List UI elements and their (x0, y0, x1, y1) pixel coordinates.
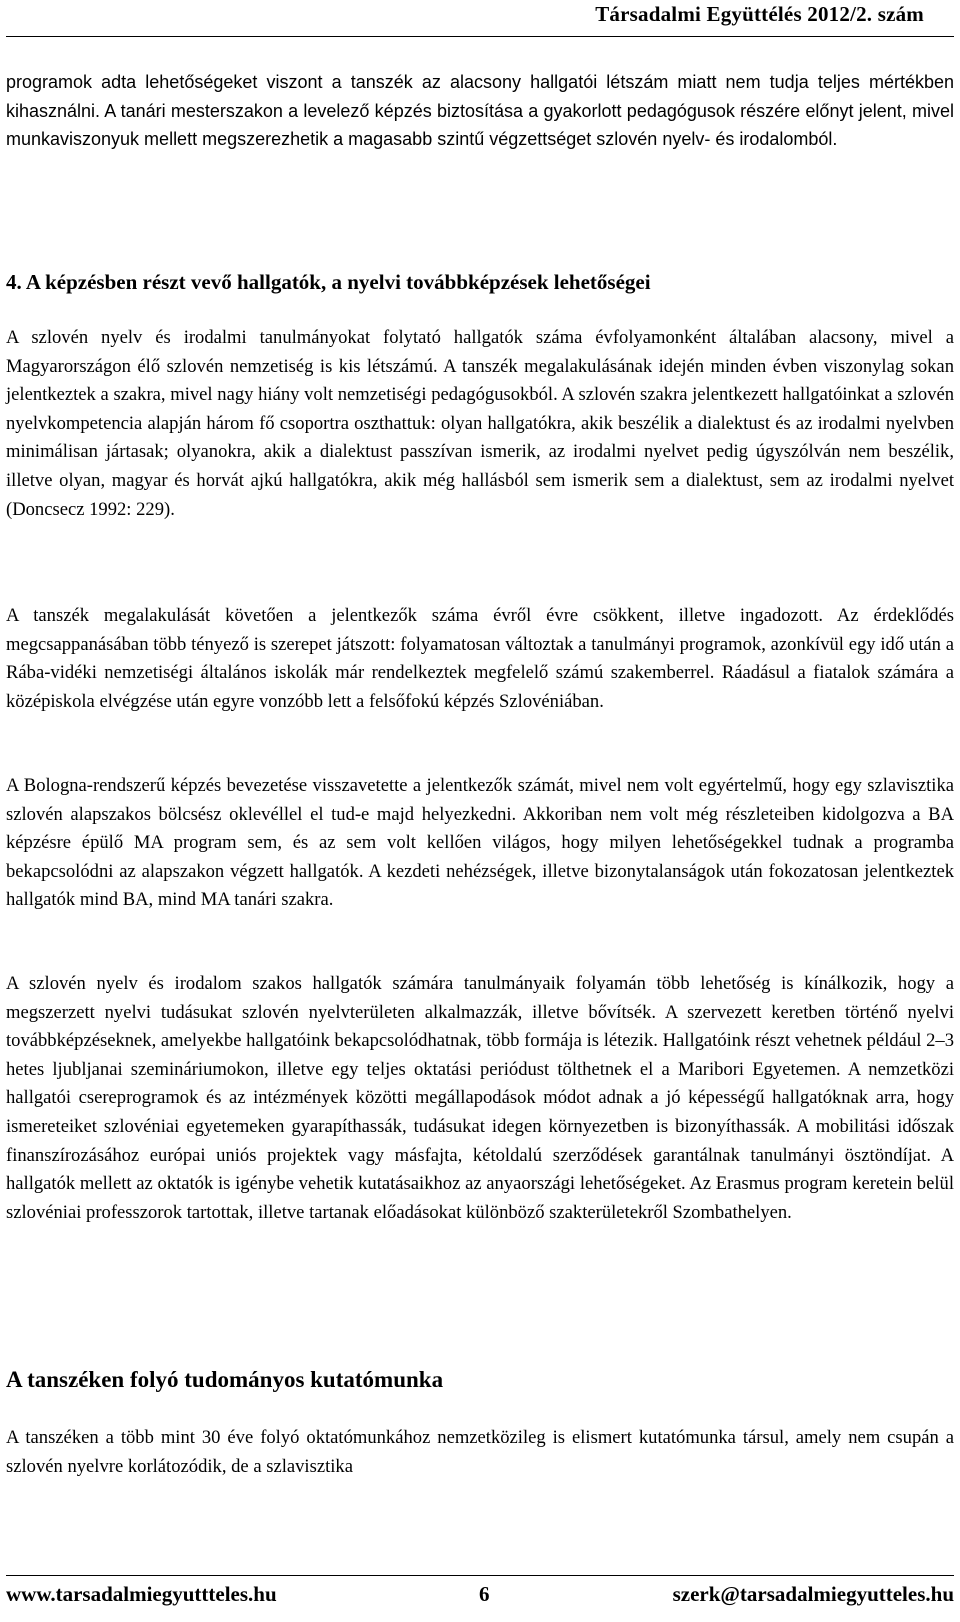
body-paragraph: A tanszék megalakulását követően a jelentkezők száma évről évre csökkent, illetve ingadozott. Az érdeklődés megcsappanásában több tényező is szerepet játszott: folyamatosan változtak a tanulmányi programok, azonkívül egy idő után a Rába-vidéki nemzetiségi általános iskolák már rendelkeztek megfelelő számú szakemberrel. Ráadásul a fiatalok számára a középiskola elvégzése után egyre vonzóbb lett a felsőfokú képzés Szlovéniában. (6, 605, 954, 712)
body-paragraph: A Bologna-rendszerű képzés bevezetése visszavetette a jelentkezők számát, mivel nem volt egyértelmű, hogy egy szlavisztika szlovén alapszakos bölcsész oklevéllel el tud-e majd helyezkedni. Akkoriban nem volt még részleteiben kidolgozva a BA képzésre épülő MA program sem, és az sem volt kellően világos, hogy milyen lehetőségekkel tudnak a programba bekapcsolódni az alapszakon végzett hallgatók. A kezdeti nehézségek, illetve bizonytalanságok után fokozatosan jelentkeztek hallgatók mind BA, mind MA tanári szakra. (6, 775, 954, 911)
body-paragraph: A szlovén nyelv és irodalmi tanulmányokat folytató hallgatók száma évfolyamonként általában alacsony, mivel a Magyarországon élő szlovén nemzetiség is kis létszámú. A tanszék megalakulásának idején minden évben viszonylag sokan jelentkeztek a szakra, mivel nagy hiány volt nemzetiségi pedagógusokból. A szlovén szakra jelentkezett hallgatóinkat a szlovén nyelvkompetencia alapján három fő csoportra oszthattuk: olyan hallgatókra, akik beszélik a dialektust és az irodalmi nyelvben minimálisan jártasak; olyanokra, akik a dialektust passzívan ismerik, az irodalmi nyelvet pedig úgyszólván nem beszélik, illetve olyan, magyar és horvát ajkú hallgatókra, akik még hallásból sem ismerik sem a dialektust, sem az irodalmi nyelvet (Doncsecz 1992: 229). (6, 327, 954, 520)
page-footer (6, 1582, 954, 1612)
body-paragraph: A tanszéken a több mint 30 éve folyó oktatómunkához nemzetközileg is elismert kutatómunka társul, amely nem csupán a szlovén nyelvre korlátozódik, de a szlavisztika (6, 1427, 954, 1477)
section-heading: 4. A képzésben részt vevő hallgatók, a nyelvi továbbképzések lehetőségei (6, 270, 651, 294)
paragraph-5-block (6, 1424, 954, 1481)
research-heading-block (6, 1366, 954, 1394)
page-number: 6 (479, 1582, 490, 1606)
section-4-heading-block (6, 268, 954, 296)
paragraph-3-block (6, 772, 954, 915)
paragraph-2-block (6, 602, 954, 716)
body-paragraph: A szlovén nyelv és irodalom szakos hallgatók számára tanulmányaik folyamán több lehetőség is kínálkozik, hogy a megszerzett nyelvi tudásukat szlovén nyelvterületen alkalmazzák, illetve bővítsék. A szervezett keretben történő nyelvi továbbképzéseknek, amelyekbe hallgatóink bekapcsolódhatnak, több formája is létezik. Hallgatóink részt vehetnek például 2–3 hetes ljubljanai szemináriumokon, illetve egy teljes oktatási periódust tölthetnek el a Maribori Egyetemen. A nemzetközi hallgatói csereprogramok és az intézmények közötti megállapodások módot adnak a jó képességű hallgatóknak arra, hogy ismereteiket szlovéniai egyetemeken gyarapíthassák, tudásukat idegen környezetben is bizonyíthassák. A mobilitási időszak finanszírozásához európai uniós projektek vagy másfajta, kétoldalú szerződések garantálnak tanulmányi ösztöndíjat. A hallgatók mellett az oktatók is igénybe vehetik kutatásaikhoz az anyaországi lehetőségeket. Az Erasmus program keretein belül szlovéniai professzorok tartottak, illetve tartanak előadásokat különböző szakterületekről Szombathelyen. (6, 973, 954, 1223)
footer-email: szerk@tarsadalmiegyutteles.hu (672, 1582, 954, 1606)
intro-paragraph: programok adta lehetőségeket viszont a tanszék az alacsony hallgatói létszám miatt nem tudja teljes mértékben kihasználni. A tanári mesterszakon a levelező képzés biztosítása a gyakorlott pedagógusok részére előnyt jelent, mivel munkaviszonyuk mellett megszerezhetik a magasabb szintű végzettséget szlovén nyelv- és irodalomból. (6, 72, 954, 150)
intro-paragraph-block (6, 68, 954, 154)
paragraph-1-block (6, 324, 954, 524)
header-divider (6, 36, 954, 37)
footer-website: www.tarsadalmiegyuttteles.hu (6, 1582, 277, 1606)
journal-running-header: Társadalmi Együttélés 2012/2. szám (595, 2, 924, 26)
section-heading: A tanszéken folyó tudományos kutatómunka (6, 1367, 444, 1392)
paragraph-4-block (6, 970, 954, 1227)
footer-divider (6, 1575, 954, 1576)
